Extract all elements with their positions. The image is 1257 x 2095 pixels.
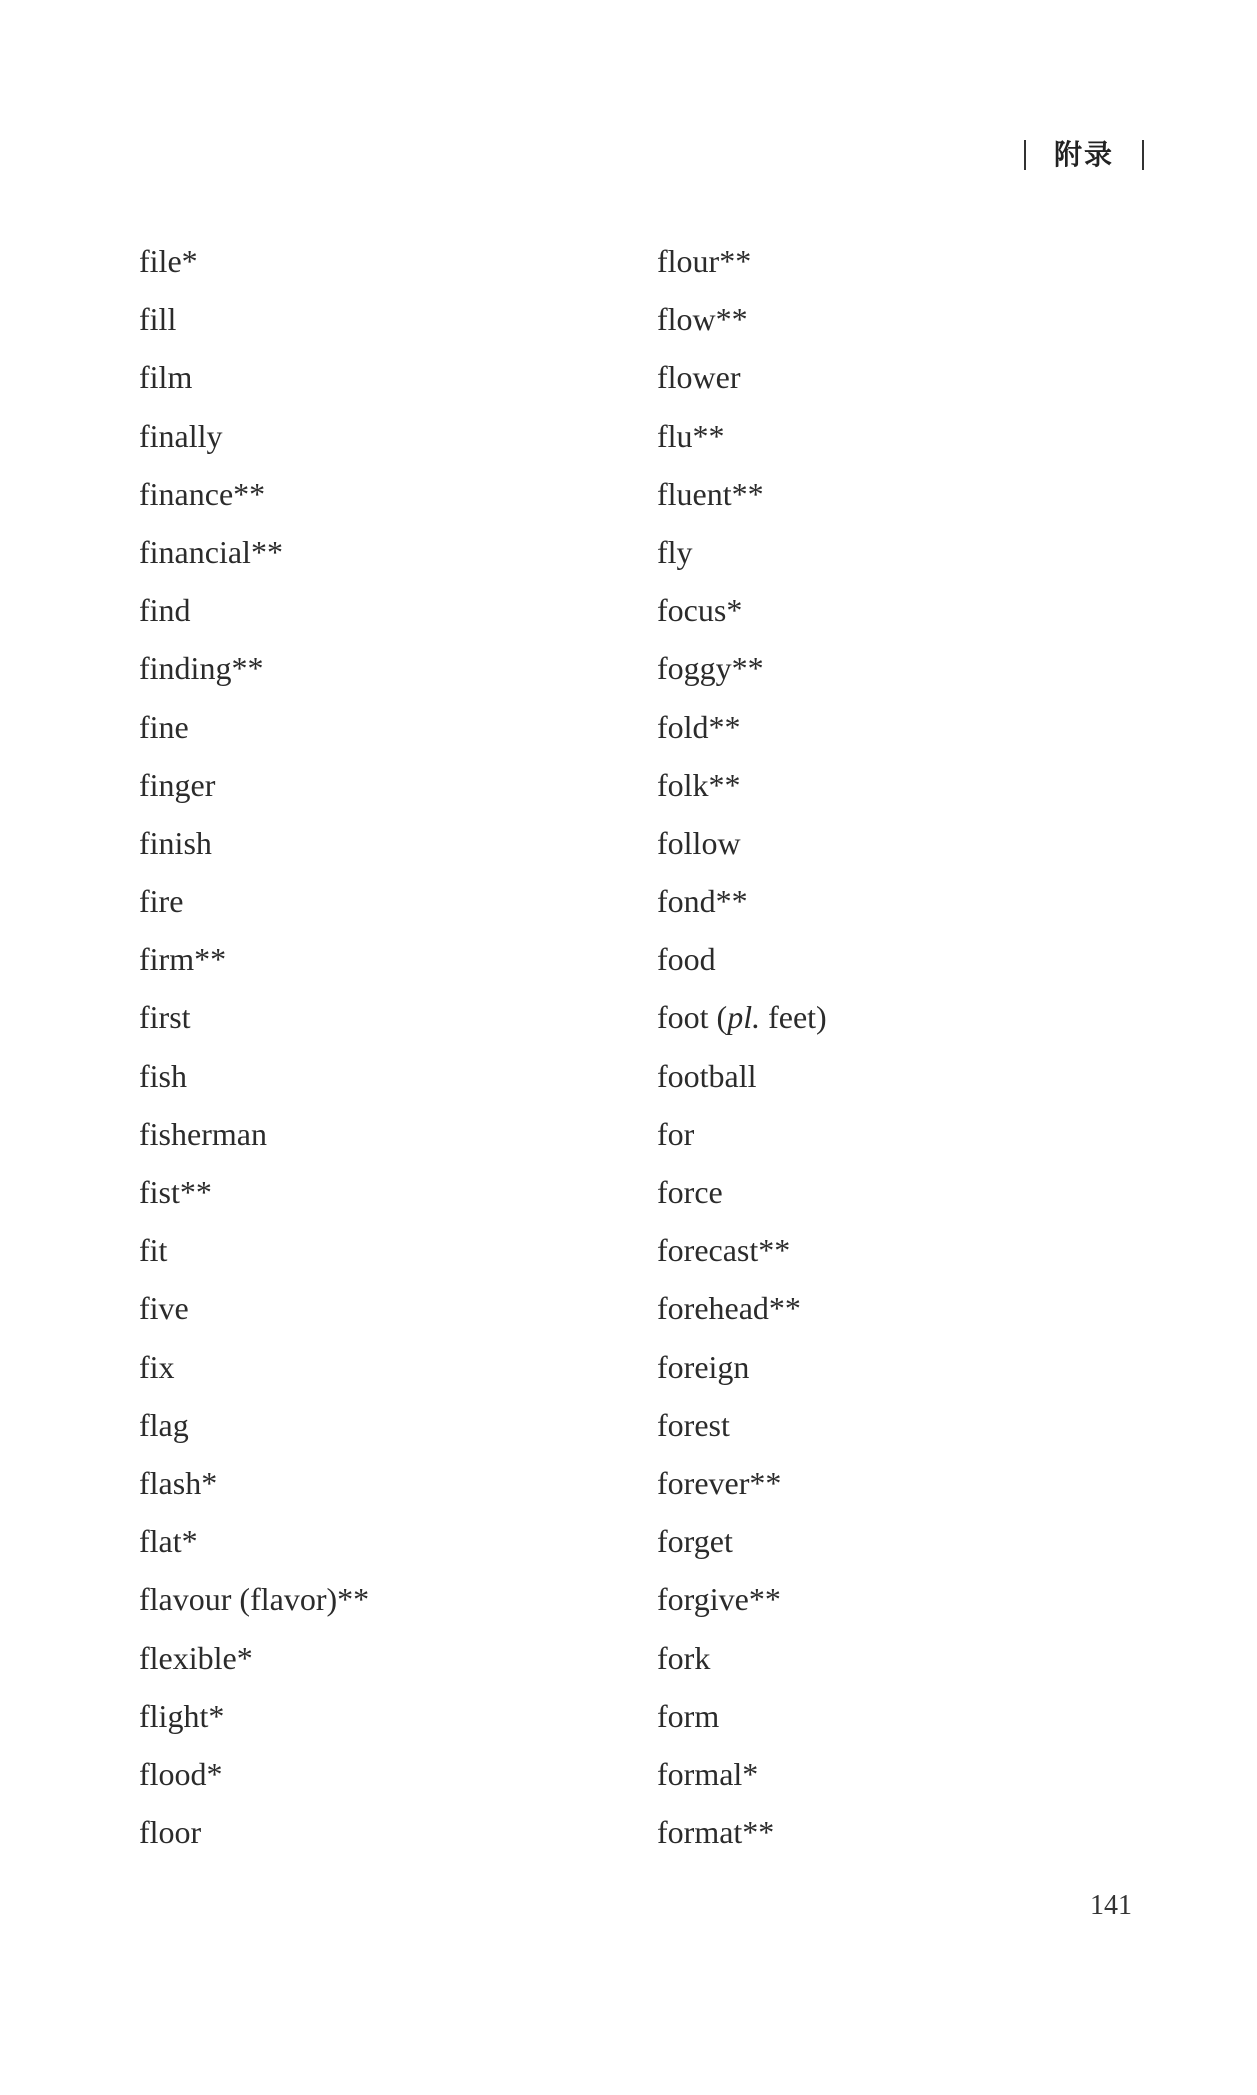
word-entry: firm**: [139, 941, 227, 978]
plural-abbreviation: pl.: [727, 999, 761, 1036]
word-entry: finally: [139, 417, 223, 454]
word-entry: finish: [139, 824, 212, 861]
word-entry-foot: [657, 994, 827, 1052]
word-entry: fine: [139, 708, 189, 745]
word-entry: foreign: [657, 1348, 750, 1385]
word-entry: finding**: [139, 650, 264, 687]
word-entry: five: [139, 1290, 189, 1327]
page-number: 141: [1090, 1890, 1132, 1921]
word-entry: focus*: [657, 592, 743, 629]
word-entry: fond**: [657, 883, 748, 920]
word-entry: format**: [657, 1814, 775, 1851]
word-entry: flash*: [139, 1464, 218, 1501]
header-right-rule: [1142, 140, 1144, 170]
word-entry: flood*: [139, 1755, 223, 1792]
word-entry: forget: [657, 1523, 733, 1560]
word-entry: forecast**: [657, 1232, 791, 1269]
word-entry: fire: [139, 883, 184, 920]
word-entry: forehead**: [657, 1290, 801, 1327]
word-entry: flight*: [139, 1697, 225, 1734]
word-entry: fork: [657, 1639, 711, 1676]
word-list-right: [657, 238, 827, 1867]
word-entry: follow: [657, 824, 741, 861]
word-entry: fluent**: [657, 475, 764, 512]
word-entry: fish: [139, 1057, 187, 1094]
word-entry: flexible*: [139, 1639, 253, 1676]
word-entry: first: [139, 999, 191, 1036]
word-entry: fly: [657, 533, 693, 570]
word-entry: folk**: [657, 766, 741, 803]
word-entry: flour**: [657, 243, 752, 279]
word-entry: film: [139, 359, 193, 396]
word-entry: flag: [139, 1406, 189, 1443]
word-entry: foggy**: [657, 650, 764, 687]
word-entry-head: foot (: [657, 999, 728, 1036]
word-entry: flat*: [139, 1523, 198, 1560]
word-entry: football: [657, 1057, 757, 1094]
word-entry: form: [657, 1697, 720, 1734]
word-list-left: [139, 238, 369, 1867]
word-entry: flu**: [657, 417, 725, 454]
header-left-rule: [1024, 140, 1026, 170]
running-header: [1024, 140, 1144, 170]
word-entry: for: [657, 1115, 695, 1152]
word-entry: floor: [139, 1814, 202, 1851]
word-entry: forever**: [657, 1464, 782, 1501]
word-entry-tail: feet): [760, 999, 827, 1036]
word-entry: forgive**: [657, 1581, 781, 1618]
word-entry: force: [657, 1174, 723, 1210]
word-entry: fisherman: [139, 1115, 267, 1152]
word-entry: flower: [657, 359, 741, 396]
word-entry: fist**: [139, 1174, 212, 1210]
word-entry: finance**: [139, 475, 266, 512]
word-entry: file*: [139, 243, 198, 279]
word-entry: fill: [139, 301, 177, 338]
word-entry: forest: [657, 1406, 730, 1443]
word-entry: fold**: [657, 708, 741, 745]
word-entry: finger: [139, 766, 216, 803]
word-entry: flavour (flavor)**: [139, 1581, 370, 1618]
word-entry: fix: [139, 1348, 175, 1385]
word-entry: formal*: [657, 1755, 759, 1792]
word-entry: find: [139, 592, 191, 629]
word-entry: flow**: [657, 301, 748, 338]
header-title: 附录: [1053, 138, 1114, 171]
word-entry: financial**: [139, 533, 283, 570]
word-entry: food: [657, 941, 716, 978]
word-entry: fit: [139, 1232, 168, 1269]
